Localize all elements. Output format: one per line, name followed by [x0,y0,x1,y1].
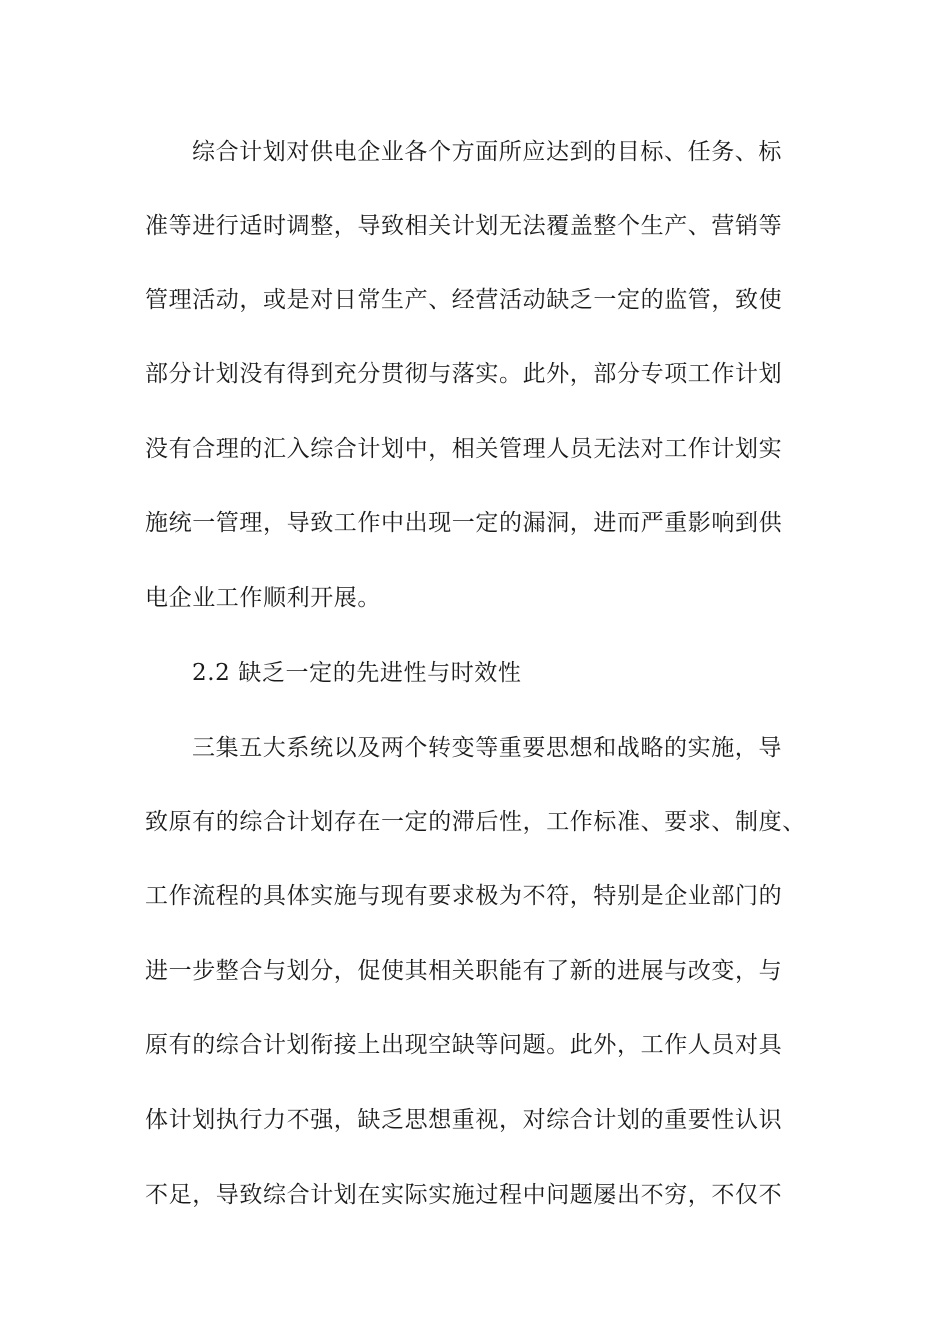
section-heading: 2.2 缺乏一定的先进性与时效性 [192,660,522,686]
paragraph-line: 体计划执行力不强，缺乏思想重视，对综合计划的重要性认识 [145,1107,783,1133]
paragraph-line: 工作流程的具体实施与现有要求极为不符，特别是企业部门的 [145,883,783,909]
paragraph-line: 原有的综合计划衔接上出现空缺等问题。此外，工作人员对具 [145,1032,783,1058]
paragraph-line: 进一步整合与划分，促使其相关职能有了新的进展与改变，与 [145,958,783,984]
paragraph-line: 没有合理的汇入综合计划中，相关管理人员无法对工作计划实 [145,436,783,462]
paragraph-line: 电企业工作顺利开展。 [145,585,381,611]
paragraph-line: 不足，导致综合计划在实际实施过程中问题屡出不穷，不仅不 [145,1182,783,1208]
paragraph-line: 施统一管理，导致工作中出现一定的漏洞，进而严重影响到供 [145,510,783,536]
paragraph-line: 准等进行适时调整，导致相关计划无法覆盖整个生产、营销等 [145,213,783,239]
paragraph-line: 部分计划没有得到充分贯彻与落实。此外，部分专项工作计划 [145,361,783,387]
paragraph-line: 三集五大系统以及两个转变等重要思想和战略的实施，导 [192,735,782,761]
paragraph-line: 管理活动，或是对日常生产、经营活动缺乏一定的监管，致使 [145,287,783,313]
paragraph-line: 综合计划对供电企业各个方面所应达到的目标、任务、标 [192,139,782,165]
paragraph-line: 致原有的综合计划存在一定的滞后性，工作标准、要求、制度、 [145,809,806,835]
